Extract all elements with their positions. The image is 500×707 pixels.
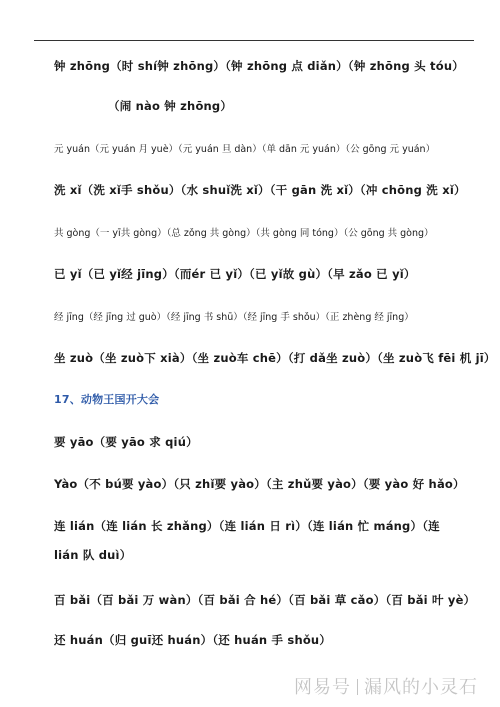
text-line-zhong: 钟 zhōng（时 shí钟 zhōng）（钟 zhōng 点 diǎn）（钟 zhōng 头 tóu）	[54, 59, 464, 73]
section-heading: 17、动物王国开大会	[54, 393, 160, 406]
text-line-xi: 洗 xǐ（洗 xǐ手 shǒu）（水 shuǐ洗 xǐ）（干 gān 洗 xǐ）（冲 chōng 洗 xǐ）	[54, 183, 466, 197]
text-line-naozhong: （闹 nào 钟 zhōng）	[108, 99, 233, 113]
text-line-zuo: 坐 zuò（坐 zuò下 xià）（坐 zuò车 chē）（打 dǎ坐 zuò）（坐 zuò飞 fēi 机 jī）	[54, 351, 496, 365]
watermark-author: 漏风的小灵石	[364, 677, 478, 698]
text-line-yi: 已 yǐ（已 yǐ经 jīng）（而ér 已 yǐ）（已 yǐ故 gù）（早 zǎo 已 yǐ）	[54, 267, 416, 281]
top-rule	[34, 40, 474, 41]
text-line-yuan: 元 yuán（元 yuán 月 yuè）（元 yuán 旦 dàn）（单 dān 元 yuán）（公 gōng 元 yuán）	[54, 144, 436, 155]
text-line-bai: 百 bǎi（百 bǎi 万 wàn）（百 bǎi 合 hé）（百 bǎi 草 cǎo）（百 bǎi 叶 yè）	[54, 593, 476, 607]
text-line-yao1: 要 yāo（要 yāo 求 qiú）	[54, 435, 198, 449]
text-line-gong: 共 gòng（一 yī共 gòng）（总 zǒng 共 gòng）（共 gòng 同 tóng）（公 gōng 共 gòng）	[54, 228, 434, 239]
text-line-yao2: Yào（不 bú要 yào）（只 zhǐ要 yào）（主 zhǔ要 yào）（要 yào 好 hǎo）	[54, 477, 465, 491]
text-line-lian: 连 lián（连 lián 长 zhǎng）（连 lián 日 rì）（连 lián 忙 máng）（连 lián 队 duì）	[54, 519, 440, 562]
text-line-huan: 还 huán（归 guī还 huán）（还 huán 手 shǒu）	[54, 633, 332, 647]
watermark	[294, 673, 478, 699]
text-line-jing: 经 jīng（经 jīng 过 guò）（经 jīng 书 shū）（经 jīng 手 shǒu）（正 zhèng 经 jīng）	[54, 312, 414, 323]
watermark-divider	[357, 679, 358, 695]
watermark-source: 网易号	[294, 677, 351, 698]
